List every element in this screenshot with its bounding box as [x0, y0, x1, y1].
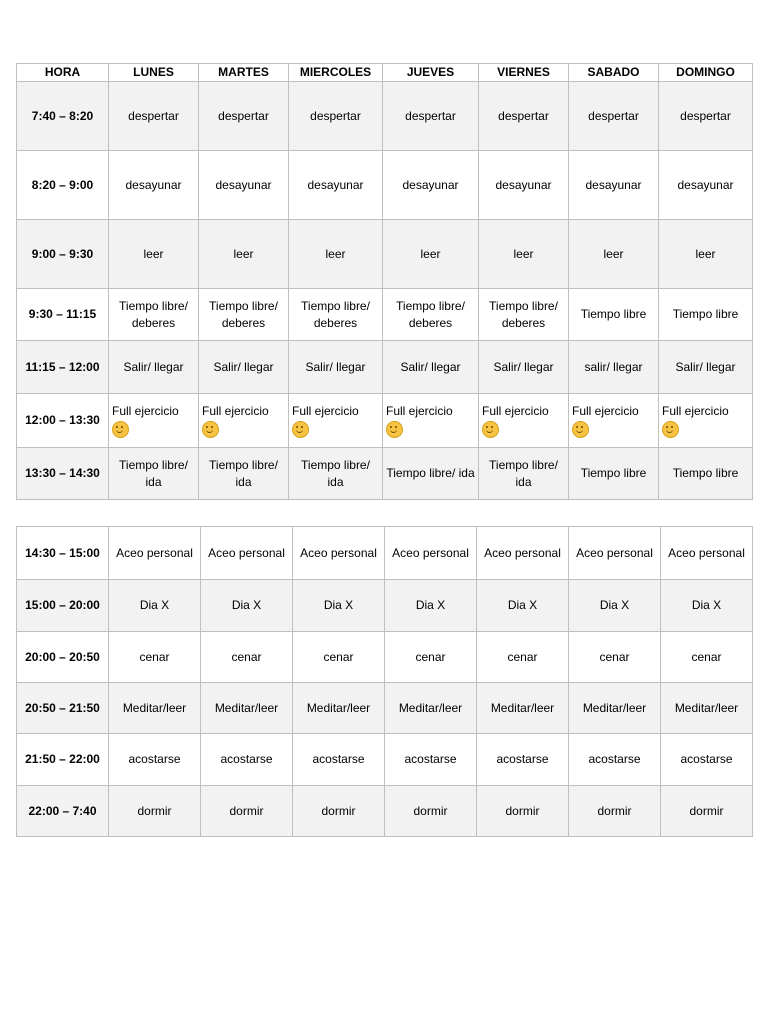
- activity-label: Full ejercicio: [482, 404, 549, 419]
- time-cell: 12:00 – 13:30: [17, 394, 109, 448]
- time-cell: 20:00 – 20:50: [17, 632, 109, 683]
- activity-cell: Tiempo libre/ ida: [479, 448, 569, 500]
- header-cell: HORA: [17, 64, 109, 82]
- smiling-face-icon: [112, 421, 129, 438]
- activity-cell: Tiempo libre/ deberes: [199, 289, 289, 341]
- activity-cell: dormir: [569, 786, 661, 837]
- activity-cell: Meditar/leer: [477, 683, 569, 734]
- header-cell: JUEVES: [383, 64, 479, 82]
- activity-cell: leer: [569, 220, 659, 289]
- activity-cell: despertar: [289, 82, 383, 151]
- activity-cell: Salir/ llegar: [479, 341, 569, 394]
- activity-cell: Dia X: [477, 580, 569, 632]
- activity-cell: cenar: [569, 632, 661, 683]
- activity-cell: Tiempo libre/ deberes: [109, 289, 199, 341]
- table-row: [17, 289, 753, 341]
- activity-cell: desayunar: [109, 151, 199, 220]
- activity-cell: desayunar: [289, 151, 383, 220]
- activity-cell: cenar: [385, 632, 477, 683]
- activity-label: Full ejercicio: [662, 404, 729, 419]
- time-cell: 9:00 – 9:30: [17, 220, 109, 289]
- activity-cell: Salir/ llegar: [383, 341, 479, 394]
- activity-cell: [659, 394, 753, 448]
- activity-cell: cenar: [477, 632, 569, 683]
- activity-cell: despertar: [569, 82, 659, 151]
- activity-cell: leer: [289, 220, 383, 289]
- table-row: [17, 341, 753, 394]
- table-row: [17, 632, 753, 683]
- activity-cell: Aceo personal: [477, 527, 569, 580]
- activity-cell: Tiempo libre: [569, 448, 659, 500]
- activity-cell: Tiempo libre: [569, 289, 659, 341]
- header-cell: DOMINGO: [659, 64, 753, 82]
- activity-cell: Salir/ llegar: [199, 341, 289, 394]
- activity-cell: dormir: [661, 786, 753, 837]
- header-cell: MARTES: [199, 64, 289, 82]
- activity-cell: Salir/ llegar: [289, 341, 383, 394]
- activity-cell: acostarse: [661, 734, 753, 786]
- header-cell: LUNES: [109, 64, 199, 82]
- activity-cell: desayunar: [569, 151, 659, 220]
- table-row: [17, 220, 753, 289]
- activity-cell: cenar: [201, 632, 293, 683]
- activity-cell: Tiempo libre: [659, 448, 753, 500]
- activity-cell: Salir/ llegar: [109, 341, 199, 394]
- activity-cell: [569, 394, 659, 448]
- activity-cell: Aceo personal: [201, 527, 293, 580]
- smiling-face-icon: [386, 421, 403, 438]
- activity-cell: acostarse: [477, 734, 569, 786]
- activity-label: Full ejercicio: [112, 404, 179, 419]
- table-row: [17, 734, 753, 786]
- time-cell: 14:30 – 15:00: [17, 527, 109, 580]
- activity-cell: leer: [109, 220, 199, 289]
- activity-cell: despertar: [479, 82, 569, 151]
- activity-label: Full ejercicio: [292, 404, 359, 419]
- time-cell: 8:20 – 9:00: [17, 151, 109, 220]
- activity-cell: salir/ llegar: [569, 341, 659, 394]
- activity-cell: dormir: [201, 786, 293, 837]
- smiling-face-icon: [662, 421, 679, 438]
- activity-cell: Aceo personal: [569, 527, 661, 580]
- activity-cell: acostarse: [109, 734, 201, 786]
- activity-cell: Dia X: [385, 580, 477, 632]
- activity-cell: Dia X: [109, 580, 201, 632]
- activity-cell: leer: [383, 220, 479, 289]
- time-cell: 11:15 – 12:00: [17, 341, 109, 394]
- header-cell: SABADO: [569, 64, 659, 82]
- smiling-face-icon: [292, 421, 309, 438]
- activity-cell: Tiempo libre/ deberes: [289, 289, 383, 341]
- time-cell: 21:50 – 22:00: [17, 734, 109, 786]
- table-row: [17, 527, 753, 580]
- smiling-face-icon: [572, 421, 589, 438]
- activity-cell: acostarse: [569, 734, 661, 786]
- activity-cell: acostarse: [385, 734, 477, 786]
- header-cell: VIERNES: [479, 64, 569, 82]
- activity-cell: Meditar/leer: [293, 683, 385, 734]
- activity-cell: dormir: [293, 786, 385, 837]
- time-cell: 15:00 – 20:00: [17, 580, 109, 632]
- time-cell: 7:40 – 8:20: [17, 82, 109, 151]
- activity-cell: [383, 394, 479, 448]
- activity-cell: Meditar/leer: [569, 683, 661, 734]
- table-row: [17, 683, 753, 734]
- activity-cell: Dia X: [661, 580, 753, 632]
- activity-cell: Tiempo libre/ ida: [383, 448, 479, 500]
- activity-cell: Tiempo libre/ ida: [109, 448, 199, 500]
- activity-label: Full ejercicio: [202, 404, 269, 419]
- activity-cell: Dia X: [293, 580, 385, 632]
- smiling-face-icon: [482, 421, 499, 438]
- activity-cell: Tiempo libre/ deberes: [383, 289, 479, 341]
- activity-cell: desayunar: [479, 151, 569, 220]
- time-cell: 13:30 – 14:30: [17, 448, 109, 500]
- activity-cell: Salir/ llegar: [659, 341, 753, 394]
- activity-cell: [289, 394, 383, 448]
- activity-cell: [199, 394, 289, 448]
- activity-cell: cenar: [661, 632, 753, 683]
- activity-cell: acostarse: [201, 734, 293, 786]
- activity-cell: Aceo personal: [385, 527, 477, 580]
- activity-cell: Dia X: [569, 580, 661, 632]
- activity-cell: cenar: [293, 632, 385, 683]
- activity-cell: Tiempo libre/ ida: [289, 448, 383, 500]
- activity-cell: Meditar/leer: [661, 683, 753, 734]
- activity-cell: Tiempo libre/ ida: [199, 448, 289, 500]
- activity-cell: leer: [659, 220, 753, 289]
- activity-cell: despertar: [659, 82, 753, 151]
- smiling-face-icon: [202, 421, 219, 438]
- activity-cell: desayunar: [383, 151, 479, 220]
- activity-cell: despertar: [109, 82, 199, 151]
- time-cell: 20:50 – 21:50: [17, 683, 109, 734]
- activity-cell: dormir: [477, 786, 569, 837]
- header-cell: MIERCOLES: [289, 64, 383, 82]
- activity-cell: despertar: [199, 82, 289, 151]
- table-row: [17, 786, 753, 837]
- activity-cell: [479, 394, 569, 448]
- activity-cell: Meditar/leer: [201, 683, 293, 734]
- table-row: [17, 580, 753, 632]
- activity-cell: despertar: [383, 82, 479, 151]
- activity-cell: Dia X: [201, 580, 293, 632]
- activity-cell: dormir: [109, 786, 201, 837]
- activity-cell: leer: [479, 220, 569, 289]
- activity-cell: [109, 394, 199, 448]
- activity-cell: acostarse: [293, 734, 385, 786]
- activity-cell: Aceo personal: [661, 527, 753, 580]
- table-row: [17, 448, 753, 500]
- activity-cell: dormir: [385, 786, 477, 837]
- activity-cell: Meditar/leer: [385, 683, 477, 734]
- activity-cell: desayunar: [659, 151, 753, 220]
- table-row: [17, 82, 753, 151]
- activity-cell: Aceo personal: [109, 527, 201, 580]
- activity-cell: desayunar: [199, 151, 289, 220]
- activity-cell: Tiempo libre/ deberes: [479, 289, 569, 341]
- activity-cell: leer: [199, 220, 289, 289]
- activity-label: Full ejercicio: [386, 404, 453, 419]
- header-row: [17, 64, 753, 82]
- table-row: [17, 151, 753, 220]
- table-row: [17, 394, 753, 448]
- schedule-table-bottom: [16, 526, 753, 837]
- schedule-table-top: [16, 63, 753, 500]
- activity-cell: Aceo personal: [293, 527, 385, 580]
- time-cell: 9:30 – 11:15: [17, 289, 109, 341]
- activity-cell: Meditar/leer: [109, 683, 201, 734]
- activity-cell: cenar: [109, 632, 201, 683]
- activity-cell: Tiempo libre: [659, 289, 753, 341]
- time-cell: 22:00 – 7:40: [17, 786, 109, 837]
- activity-label: Full ejercicio: [572, 404, 639, 419]
